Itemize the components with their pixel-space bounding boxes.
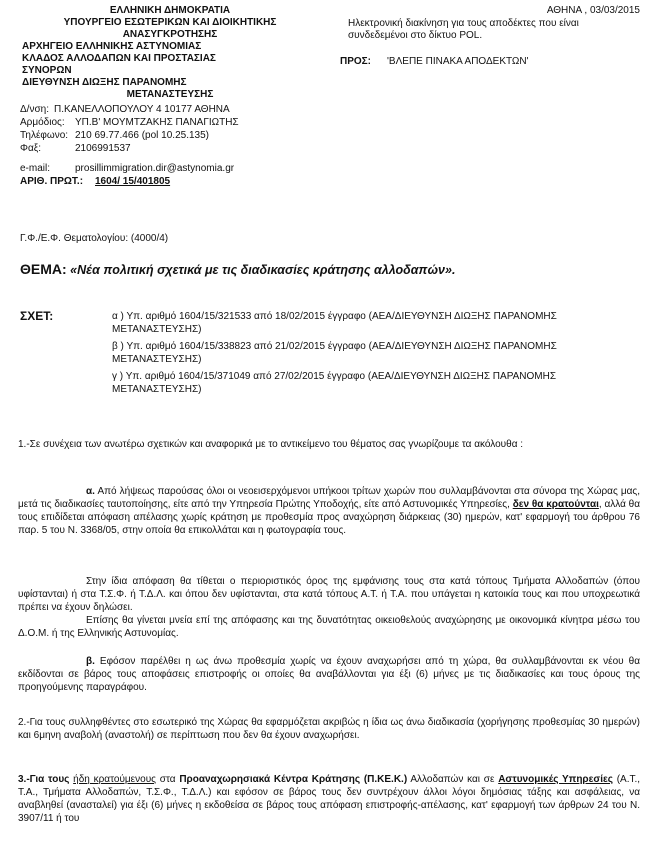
header-line: ΣΥΝΟΡΩΝ — [22, 65, 72, 76]
paragraph-1a-text-1: Από λήψεως παρούσας όλοι οι νεοεισερχόμενοι υπήκοοι τρίτων χωρών που συλλαμβάνονται στα σύνορα της Χώρας μας, μετά τις διαδικασίες ταυτοποίησης, είτε από την Υπηρεσία Πρώτης Υποδοχής, είτε από Αστυνομικές Υπηρεσίες, — [18, 486, 640, 510]
paragraph-1a-emphasis: δεν θα κρατούνται — [512, 499, 599, 510]
paragraph-3-centres: Προαναχωρησιακά Κέντρα Κράτησης (Π.ΚΕ.Κ.) — [179, 774, 408, 785]
paragraph-3-text: (Α.Τ., Τ.Α., Τμήματα Αλλοδαπών, Τ.Σ.Φ., Τ.Δ.Λ.) και εφόσον σε βάρος τους δεν συντρέχουν άλλοι λόγοι δημόσιας τάξης και ασφάλειας, να αναβληθεί (ανασταλεί) για έξι (6) μήνες η εκδοθείσα σε βάρος τους απόφαση επιστροφής-απέλασης, κατ' εφαρμογή των άρθρων 24 του Ν. 3907/11 ή του — [18, 774, 641, 824]
reference-item: β ) Υπ. αριθμό 1604/15/338823 από 21/02/2015 έγγραφο (ΑΕΑ/ΔΙΕΥΘΥΝΣΗ ΔΙΩΞΗΣ ΠΑΡΑΝΟΜΗΣ ΜΕΤΑΝΑΣΤΕΥΣΗΣ) — [112, 341, 557, 365]
paragraph-1a — [18, 485, 640, 537]
paragraph-1a-label: α. — [86, 486, 95, 497]
header-line: ΕΛΛΗΝΙΚΗ ΔΗΜΟΚΡΑΤΙΑ — [109, 5, 231, 16]
responsible-label: Αρμόδιος: — [20, 117, 65, 128]
reference-item: γ ) Υπ. αριθμό 1604/15/371049 από 27/02/2015 έγγραφο (ΑΕΑ/ΔΙΕΥΘΥΝΣΗ ΔΙΩΞΗΣ ΠΑΡΑΝΟΜΗΣ ΜΕΤΑΝΑΣΤΕΥΣΗΣ) — [112, 371, 557, 395]
email-row — [20, 162, 340, 175]
header-line: ΥΠΟΥΡΓΕΙΟ ΕΣΩΤΕΡΙΚΩΝ ΚΑΙ ΔΙΟΙΚΗΤΙΚΗΣ — [63, 17, 277, 28]
header-line: ΚΛΑΔΟΣ ΑΛΛΟΔΑΠΩΝ ΚΑΙ ΠΡΟΣΤΑΣΙΑΣ — [22, 53, 216, 64]
paragraph-1a-condition: Στην ίδια απόφαση θα τίθεται ο περιοριστικός όρος της εμφάνισης τους στα κατά τόπους Τμήματα Αλλοδαπών (όπου υφίστανται) ή στα Τ.Σ.Φ. ή Τ.Δ.Λ. και όπου δεν υφίστανται, στα κατά τόπους Α.Τ. ή Τ.Α. που υπάγεται η κατοικία τους και που υποχρεωτικά πρέπει να έχουν δηλώσει. — [18, 576, 640, 613]
subject-label: ΘΕΜΑ: — [20, 261, 67, 277]
reference-item: α ) Υπ. αριθμό 1604/15/321533 από 18/02/2015 έγγραφο (ΑΕΑ/ΔΙΕΥΘΥΝΣΗ ΔΙΩΞΗΣ ΠΑΡΑΝΟΜΗΣ ΜΕΤΑΝΑΣΤΕΥΣΗΣ) — [112, 311, 557, 335]
email-value: prosillimmigration.dir@astynomia.gr — [75, 163, 235, 174]
address-value: Π.ΚΑΝΕΛΛΟΠΟΥΛΟΥ 4 10177 ΑΘΗΝΑ — [54, 104, 230, 115]
protocol-row — [20, 175, 340, 188]
responsible-row — [20, 116, 340, 129]
recipients-label: ΠΡΟΣ: — [340, 56, 372, 67]
address-row — [20, 103, 340, 116]
header-line: ΜΕΤΑΝΑΣΤΕΥΣΗΣ — [126, 89, 214, 100]
fax-value: 2106991537 — [75, 143, 131, 154]
protocol-label: ΑΡΙΘ. ΠΡΩΤ.: — [20, 176, 84, 187]
recipients-row — [340, 56, 529, 68]
protocol-number: 1604/ 15/401805 — [95, 176, 171, 187]
paragraph-3-text: Αλλοδαπών και σε — [410, 774, 495, 785]
paragraph-1b — [18, 655, 640, 694]
fax-label: Φαξ: — [20, 143, 42, 154]
paragraph-1a-text-2: , αλλά θα τους επιδίδεται απόφαση απέλασης χωρίς κράτηση με προθεσμία προς αναχώρηση διάρκειας (30) ημερών, κατ' εφαρμογή του άρθρου 76 παρ. 5 του Ν. 3368/05, στην οποία θα επικολλάται και η φωτογραφία τους. — [18, 499, 640, 536]
header-line: ΔΙΕΥΘΥΝΣΗ ΔΙΩΞΗΣ ΠΑΡΑΝΟΜΗΣ — [22, 77, 187, 88]
subject-file: Γ.Φ./Ε.Φ. Θεματολογίου: (4000/4) — [20, 233, 169, 244]
distribution-note: Ηλεκτρονική διακίνηση για τους αποδέκτες που είναι συνδεδεμένοι στο δίκτυο POL. — [348, 18, 579, 41]
paragraph-3-text: στα — [159, 774, 176, 785]
phone-value: 210 69.77.466 (pol 10.25.135) — [75, 130, 209, 141]
header-line: ΑΡΧΗΓΕΙΟ ΕΛΛΗΝΙΚΗΣ ΑΣΤΥΝΟΜΙΑΣ — [22, 41, 202, 52]
phone-label: Τηλέφωνο: — [20, 130, 69, 141]
paragraph-3-detained: ήδη κρατούμενους — [73, 774, 156, 785]
fax-row — [20, 142, 340, 155]
issuer-header — [20, 5, 320, 101]
paragraph-3-police-services: Αστυνομικές Υπηρεσίες — [498, 774, 613, 785]
paragraph-3 — [18, 773, 640, 825]
references-label: ΣΧΕΤ: — [20, 309, 54, 323]
paragraph-3-number: 3.-Για τους — [18, 774, 70, 785]
subject-line — [20, 263, 455, 276]
phone-row — [20, 129, 340, 142]
responsible-value: ΥΠ.Β' ΜΟΥΜΤΖΑΚΗΣ ΠΑΝΑΓΙΩΤΗΣ — [75, 117, 239, 128]
paragraph-1a-incentives: Επίσης θα γίνεται μνεία επί της απόφασης και της δυνατότητας οικειοθελούς αναχώρησης με οικονομικά κίνητρα μέσω του Δ.Ο.Μ. ή της Ελληνικής Αστυνομίας. — [18, 615, 640, 639]
paragraph-1b-text: Εφόσον παρέλθει η ως άνω προθεσμία χωρίς να έχουν αναχωρήσει από τη χώρα, θα συλλαμβάνονται εκ νέου θα εκδίδονται σε βάρος τους αποφάσεις επιστροφής οι οποίες θα αναβάλλονται για έξι (6) μήνες με τις διαδικασίες και τους όρους της προηγούμενης παραγράφου. — [18, 656, 640, 693]
document-date: ΑΘΗΝΑ , 03/03/2015 — [546, 5, 640, 16]
paragraph-1: 1.-Σε συνέχεια των ανωτέρω σχετικών και αναφορικά με το αντικείμενο του θέματος σας γνωρίζουμε τα ακόλουθα : — [18, 439, 524, 450]
paragraph-2: 2.-Για τους συλληφθέντες στο εσωτερικό της Χώρας θα εφαρμόζεται ακριβώς η ίδια ως άνω διαδικασία (χορήγησης προθεσμίας 30 ημερών) και 6μηνη αναβολή (αναστολή) σε περίπτωση που δεν θα έχουν αναχωρήσει. — [18, 717, 640, 741]
email-label: e-mail: — [20, 163, 51, 174]
paragraph-1b-label: β. — [86, 656, 95, 667]
header-line: ΑΝΑΣΥΓΚΡΟΤΗΣΗΣ — [122, 29, 218, 40]
address-label: Δ/νση: — [20, 104, 49, 115]
recipients-value: 'ΒΛΕΠΕ ΠΙΝΑΚΑ ΑΠΟΔΕΚΤΩΝ' — [387, 56, 529, 67]
subject-value: «Νέα πολιτική σχετικά με τις διαδικασίες κράτησης αλλοδαπών». — [70, 263, 456, 277]
